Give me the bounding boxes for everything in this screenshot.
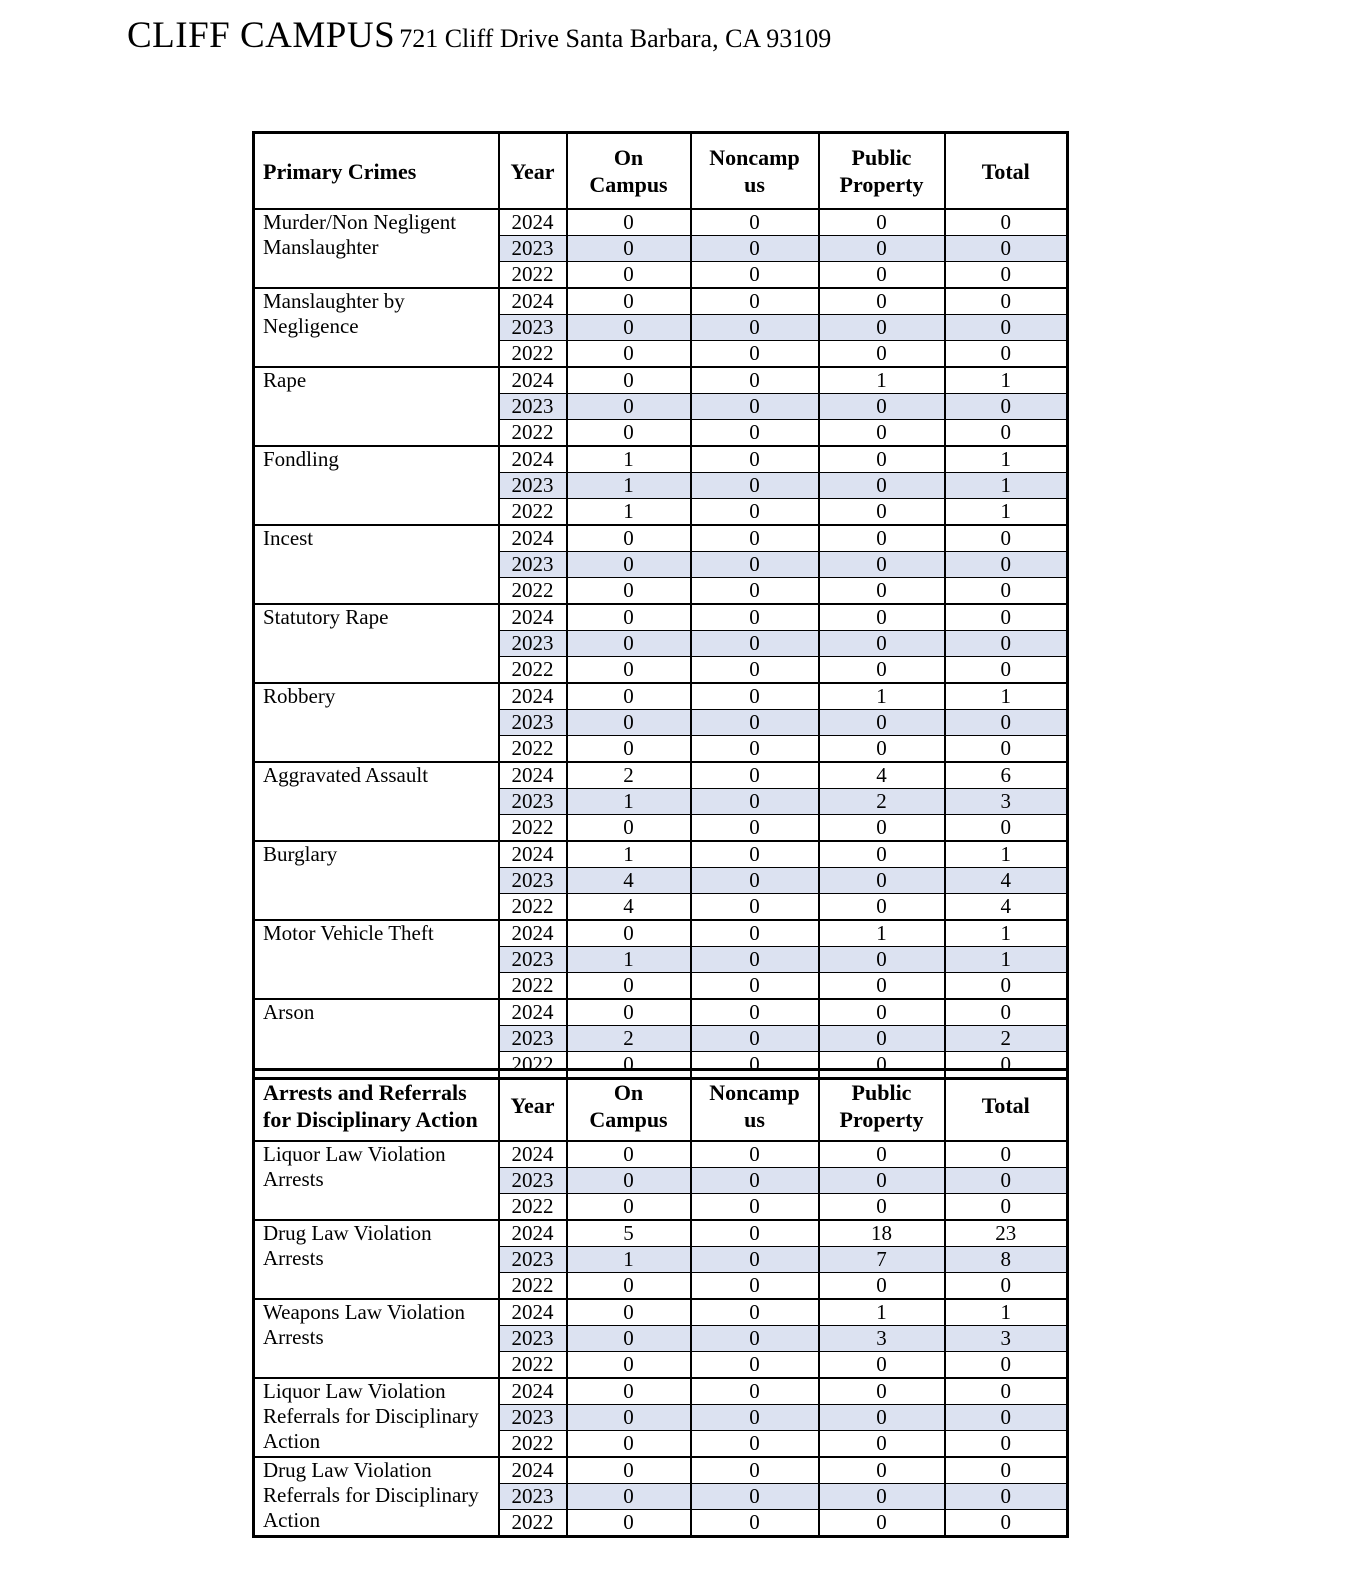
table-row xyxy=(254,1457,1068,1484)
value-cell: 0 xyxy=(819,894,945,921)
value-cell: 0 xyxy=(691,841,819,868)
year-cell: 2023 xyxy=(499,947,567,973)
table-row xyxy=(254,920,1068,947)
value-cell: 23 xyxy=(945,1220,1068,1247)
table-row xyxy=(254,1378,1068,1405)
year-cell: 2023 xyxy=(499,473,567,499)
value-cell: 0 xyxy=(691,499,819,526)
category-cell: Liquor Law Violation Referrals for Disciplinary Action xyxy=(254,1378,499,1457)
value-cell: 0 xyxy=(819,315,945,341)
value-cell: 0 xyxy=(691,1378,819,1405)
table-row xyxy=(254,525,1068,552)
value-cell: 1 xyxy=(945,683,1068,710)
value-cell: 0 xyxy=(691,1299,819,1326)
value-cell: 0 xyxy=(691,1026,819,1052)
value-cell: 0 xyxy=(567,1273,691,1300)
value-cell: 0 xyxy=(819,631,945,657)
value-cell: 0 xyxy=(945,1484,1068,1510)
value-cell: 0 xyxy=(691,604,819,631)
year-cell: 2022 xyxy=(499,1510,567,1537)
value-cell: 0 xyxy=(567,1052,691,1079)
value-cell: 0 xyxy=(945,1141,1068,1168)
value-cell: 1 xyxy=(819,920,945,947)
value-cell: 0 xyxy=(945,973,1068,1000)
value-cell: 0 xyxy=(567,578,691,605)
year-cell: 2023 xyxy=(499,1168,567,1194)
value-cell: 0 xyxy=(945,999,1068,1026)
value-cell: 1 xyxy=(945,1299,1068,1326)
year-cell: 2022 xyxy=(499,894,567,921)
year-cell: 2024 xyxy=(499,1457,567,1484)
page-title xyxy=(127,14,831,57)
value-cell: 0 xyxy=(945,236,1068,262)
value-cell: 6 xyxy=(945,762,1068,789)
value-cell: 2 xyxy=(567,762,691,789)
value-cell: 0 xyxy=(567,1378,691,1405)
value-cell: 0 xyxy=(945,1431,1068,1458)
value-cell: 0 xyxy=(819,973,945,1000)
value-cell: 1 xyxy=(567,947,691,973)
value-cell: 3 xyxy=(945,789,1068,815)
value-cell: 0 xyxy=(567,288,691,315)
value-cell: 0 xyxy=(567,315,691,341)
year-cell: 2022 xyxy=(499,1352,567,1379)
value-cell: 0 xyxy=(819,1484,945,1510)
category-cell: Arson xyxy=(254,999,499,1079)
category-cell: Burglary xyxy=(254,841,499,920)
value-cell: 0 xyxy=(819,657,945,684)
year-cell: 2022 xyxy=(499,736,567,763)
year-cell: 2023 xyxy=(499,1247,567,1273)
value-cell: 1 xyxy=(945,920,1068,947)
value-cell: 0 xyxy=(567,1168,691,1194)
value-cell: 0 xyxy=(819,578,945,605)
value-cell: 0 xyxy=(945,1352,1068,1379)
value-cell: 0 xyxy=(945,736,1068,763)
year-cell: 2024 xyxy=(499,604,567,631)
value-cell: 0 xyxy=(945,657,1068,684)
value-cell: 0 xyxy=(691,1168,819,1194)
value-cell: 0 xyxy=(691,1457,819,1484)
year-cell: 2022 xyxy=(499,578,567,605)
value-cell: 4 xyxy=(945,894,1068,921)
value-cell: 0 xyxy=(945,631,1068,657)
year-cell: 2023 xyxy=(499,789,567,815)
value-cell: 1 xyxy=(567,1247,691,1273)
year-cell: 2023 xyxy=(499,710,567,736)
year-cell: 2024 xyxy=(499,1299,567,1326)
arrests-referrals-table-container xyxy=(252,1068,1066,1538)
campus-address: 721 Cliff Drive Santa Barbara, CA 93109 xyxy=(399,24,832,53)
value-cell: 0 xyxy=(691,999,819,1026)
year-cell: 2023 xyxy=(499,631,567,657)
value-cell: 0 xyxy=(691,657,819,684)
value-cell: 0 xyxy=(691,315,819,341)
value-cell: 1 xyxy=(567,473,691,499)
category-cell: Motor Vehicle Theft xyxy=(254,920,499,999)
value-cell: 0 xyxy=(691,552,819,578)
column-header: Public Property xyxy=(819,133,945,210)
header-row xyxy=(254,133,1068,210)
year-cell: 2024 xyxy=(499,367,567,394)
category-cell: Statutory Rape xyxy=(254,604,499,683)
table-row xyxy=(254,367,1068,394)
value-cell: 0 xyxy=(819,1168,945,1194)
value-cell: 1 xyxy=(945,841,1068,868)
category-cell: Fondling xyxy=(254,446,499,525)
value-cell: 0 xyxy=(567,1141,691,1168)
value-cell: 0 xyxy=(567,1457,691,1484)
table-row xyxy=(254,1299,1068,1326)
year-cell: 2024 xyxy=(499,841,567,868)
value-cell: 0 xyxy=(567,973,691,1000)
value-cell: 0 xyxy=(819,446,945,473)
value-cell: 0 xyxy=(945,1510,1068,1537)
year-cell: 2024 xyxy=(499,446,567,473)
value-cell: 0 xyxy=(945,315,1068,341)
value-cell: 0 xyxy=(691,736,819,763)
value-cell: 0 xyxy=(945,525,1068,552)
value-cell: 0 xyxy=(567,657,691,684)
value-cell: 0 xyxy=(945,552,1068,578)
value-cell: 0 xyxy=(691,868,819,894)
column-header: On Campus xyxy=(567,133,691,210)
value-cell: 0 xyxy=(819,868,945,894)
table-row xyxy=(254,1141,1068,1168)
year-cell: 2023 xyxy=(499,1405,567,1431)
value-cell: 0 xyxy=(567,341,691,368)
value-cell: 0 xyxy=(691,209,819,236)
value-cell: 0 xyxy=(691,262,819,289)
value-cell: 0 xyxy=(945,710,1068,736)
value-cell: 2 xyxy=(567,1026,691,1052)
table-row xyxy=(254,446,1068,473)
value-cell: 0 xyxy=(567,1431,691,1458)
category-cell: Aggravated Assault xyxy=(254,762,499,841)
value-cell: 0 xyxy=(819,394,945,420)
table-row xyxy=(254,762,1068,789)
year-cell: 2023 xyxy=(499,236,567,262)
column-header: Public Property xyxy=(819,1070,945,1142)
value-cell: 0 xyxy=(691,473,819,499)
category-cell: Murder/Non Negligent Manslaughter xyxy=(254,209,499,288)
category-cell: Weapons Law Violation Arrests xyxy=(254,1299,499,1378)
value-cell: 0 xyxy=(691,710,819,736)
category-cell: Robbery xyxy=(254,683,499,762)
table-row xyxy=(254,604,1068,631)
value-cell: 0 xyxy=(819,1457,945,1484)
value-cell: 4 xyxy=(567,868,691,894)
year-cell: 2024 xyxy=(499,920,567,947)
value-cell: 0 xyxy=(819,1431,945,1458)
value-cell: 0 xyxy=(691,1326,819,1352)
value-cell: 1 xyxy=(567,789,691,815)
value-cell: 0 xyxy=(819,1405,945,1431)
value-cell: 0 xyxy=(819,1194,945,1221)
value-cell: 0 xyxy=(945,394,1068,420)
column-header: Noncampus xyxy=(691,133,819,210)
corner-header: Arrests and Referrals for Disciplinary Action xyxy=(254,1070,499,1142)
value-cell: 0 xyxy=(819,1510,945,1537)
corner-header: Primary Crimes xyxy=(254,133,499,210)
campus-name: CLIFF CAMPUS xyxy=(127,15,396,56)
value-cell: 0 xyxy=(819,525,945,552)
year-cell: 2023 xyxy=(499,1484,567,1510)
value-cell: 0 xyxy=(819,999,945,1026)
column-header: Total xyxy=(945,133,1068,210)
value-cell: 4 xyxy=(819,762,945,789)
value-cell: 18 xyxy=(819,1220,945,1247)
value-cell: 0 xyxy=(819,841,945,868)
table-row xyxy=(254,288,1068,315)
year-cell: 2022 xyxy=(499,1052,567,1079)
value-cell: 0 xyxy=(567,525,691,552)
year-cell: 2024 xyxy=(499,1141,567,1168)
value-cell: 0 xyxy=(567,999,691,1026)
value-cell: 0 xyxy=(567,920,691,947)
category-cell: Liquor Law Violation Arrests xyxy=(254,1141,499,1220)
value-cell: 0 xyxy=(945,1273,1068,1300)
value-cell: 7 xyxy=(819,1247,945,1273)
value-cell: 0 xyxy=(945,262,1068,289)
value-cell: 2 xyxy=(819,789,945,815)
value-cell: 0 xyxy=(567,736,691,763)
category-cell: Incest xyxy=(254,525,499,604)
value-cell: 0 xyxy=(819,947,945,973)
year-cell: 2024 xyxy=(499,525,567,552)
value-cell: 0 xyxy=(691,631,819,657)
value-cell: 0 xyxy=(691,394,819,420)
arrests-referrals-table xyxy=(252,1068,1069,1538)
table-row xyxy=(254,683,1068,710)
year-cell: 2024 xyxy=(499,762,567,789)
year-cell: 2024 xyxy=(499,209,567,236)
year-cell: 2023 xyxy=(499,1326,567,1352)
value-cell: 0 xyxy=(691,1484,819,1510)
category-cell: Manslaughter by Negligence xyxy=(254,288,499,367)
year-cell: 2023 xyxy=(499,315,567,341)
value-cell: 2 xyxy=(945,1026,1068,1052)
value-cell: 0 xyxy=(819,815,945,842)
year-cell: 2024 xyxy=(499,999,567,1026)
value-cell: 0 xyxy=(819,1273,945,1300)
value-cell: 0 xyxy=(691,815,819,842)
value-cell: 0 xyxy=(691,789,819,815)
value-cell: 0 xyxy=(945,1168,1068,1194)
year-cell: 2022 xyxy=(499,1431,567,1458)
value-cell: 0 xyxy=(819,420,945,447)
value-cell: 0 xyxy=(567,710,691,736)
category-cell: Drug Law Violation Referrals for Disciplinary Action xyxy=(254,1457,499,1537)
value-cell: 0 xyxy=(691,1247,819,1273)
value-cell: 0 xyxy=(819,604,945,631)
value-cell: 0 xyxy=(691,288,819,315)
value-cell: 1 xyxy=(945,367,1068,394)
value-cell: 0 xyxy=(567,815,691,842)
value-cell: 0 xyxy=(945,341,1068,368)
value-cell: 0 xyxy=(945,578,1068,605)
value-cell: 0 xyxy=(691,1194,819,1221)
value-cell: 0 xyxy=(691,1510,819,1537)
value-cell: 0 xyxy=(691,973,819,1000)
value-cell: 1 xyxy=(567,841,691,868)
value-cell: 1 xyxy=(819,367,945,394)
value-cell: 5 xyxy=(567,1220,691,1247)
value-cell: 0 xyxy=(691,1052,819,1079)
value-cell: 0 xyxy=(819,552,945,578)
year-cell: 2024 xyxy=(499,1220,567,1247)
year-cell: 2022 xyxy=(499,499,567,526)
table-row xyxy=(254,999,1068,1026)
value-cell: 0 xyxy=(819,499,945,526)
category-cell: Drug Law Violation Arrests xyxy=(254,1220,499,1299)
value-cell: 0 xyxy=(945,1457,1068,1484)
column-header: Total xyxy=(945,1070,1068,1142)
value-cell: 0 xyxy=(567,236,691,262)
value-cell: 0 xyxy=(819,1352,945,1379)
value-cell: 1 xyxy=(819,683,945,710)
value-cell: 0 xyxy=(819,209,945,236)
value-cell: 1 xyxy=(945,947,1068,973)
value-cell: 0 xyxy=(567,1326,691,1352)
value-cell: 0 xyxy=(945,288,1068,315)
value-cell: 0 xyxy=(819,710,945,736)
value-cell: 3 xyxy=(945,1326,1068,1352)
value-cell: 0 xyxy=(691,1405,819,1431)
header-row xyxy=(254,1070,1068,1142)
value-cell: 0 xyxy=(945,420,1068,447)
value-cell: 0 xyxy=(691,446,819,473)
value-cell: 0 xyxy=(567,1510,691,1537)
value-cell: 0 xyxy=(691,578,819,605)
year-cell: 2023 xyxy=(499,868,567,894)
table-row xyxy=(254,209,1068,236)
value-cell: 0 xyxy=(567,683,691,710)
primary-crimes-table-container xyxy=(252,131,1066,1080)
value-cell: 0 xyxy=(691,762,819,789)
value-cell: 0 xyxy=(819,1052,945,1079)
value-cell: 0 xyxy=(691,341,819,368)
value-cell: 0 xyxy=(819,262,945,289)
value-cell: 0 xyxy=(567,209,691,236)
year-cell: 2023 xyxy=(499,1026,567,1052)
value-cell: 0 xyxy=(945,1194,1068,1221)
value-cell: 0 xyxy=(945,604,1068,631)
value-cell: 0 xyxy=(567,604,691,631)
value-cell: 8 xyxy=(945,1247,1068,1273)
value-cell: 1 xyxy=(945,473,1068,499)
value-cell: 0 xyxy=(691,525,819,552)
value-cell: 1 xyxy=(819,1299,945,1326)
year-cell: 2024 xyxy=(499,288,567,315)
value-cell: 4 xyxy=(567,894,691,921)
value-cell: 0 xyxy=(819,1378,945,1405)
year-cell: 2024 xyxy=(499,683,567,710)
value-cell: 1 xyxy=(945,499,1068,526)
year-cell: 2022 xyxy=(499,1273,567,1300)
column-header: Year xyxy=(499,133,567,210)
value-cell: 3 xyxy=(819,1326,945,1352)
value-cell: 0 xyxy=(691,420,819,447)
table-row xyxy=(254,841,1068,868)
value-cell: 0 xyxy=(945,209,1068,236)
value-cell: 1 xyxy=(567,499,691,526)
year-cell: 2024 xyxy=(499,1378,567,1405)
value-cell: 0 xyxy=(819,736,945,763)
value-cell: 0 xyxy=(945,1378,1068,1405)
value-cell: 0 xyxy=(691,894,819,921)
year-cell: 2023 xyxy=(499,394,567,420)
year-cell: 2023 xyxy=(499,552,567,578)
value-cell: 0 xyxy=(567,631,691,657)
year-cell: 2022 xyxy=(499,341,567,368)
value-cell: 0 xyxy=(691,1273,819,1300)
value-cell: 0 xyxy=(567,420,691,447)
value-cell: 0 xyxy=(691,1141,819,1168)
year-cell: 2022 xyxy=(499,815,567,842)
primary-crimes-table xyxy=(252,131,1069,1080)
value-cell: 0 xyxy=(567,1352,691,1379)
column-header: On Campus xyxy=(567,1070,691,1142)
year-cell: 2022 xyxy=(499,657,567,684)
column-header: Year xyxy=(499,1070,567,1142)
value-cell: 0 xyxy=(691,1431,819,1458)
value-cell: 0 xyxy=(567,394,691,420)
table-row xyxy=(254,1220,1068,1247)
year-cell: 2022 xyxy=(499,420,567,447)
year-cell: 2022 xyxy=(499,262,567,289)
value-cell: 0 xyxy=(567,1484,691,1510)
value-cell: 0 xyxy=(567,552,691,578)
year-cell: 2022 xyxy=(499,973,567,1000)
value-cell: 0 xyxy=(567,262,691,289)
value-cell: 0 xyxy=(691,947,819,973)
value-cell: 4 xyxy=(945,868,1068,894)
column-header: Noncampus xyxy=(691,1070,819,1142)
value-cell: 0 xyxy=(567,1194,691,1221)
year-cell: 2022 xyxy=(499,1194,567,1221)
value-cell: 0 xyxy=(945,815,1068,842)
value-cell: 0 xyxy=(691,683,819,710)
value-cell: 0 xyxy=(945,1405,1068,1431)
value-cell: 0 xyxy=(691,1352,819,1379)
value-cell: 1 xyxy=(945,446,1068,473)
value-cell: 0 xyxy=(819,1026,945,1052)
value-cell: 1 xyxy=(567,446,691,473)
value-cell: 0 xyxy=(691,920,819,947)
value-cell: 0 xyxy=(691,1220,819,1247)
value-cell: 0 xyxy=(819,341,945,368)
value-cell: 0 xyxy=(819,1141,945,1168)
value-cell: 0 xyxy=(567,1299,691,1326)
value-cell: 0 xyxy=(567,367,691,394)
value-cell: 0 xyxy=(691,236,819,262)
value-cell: 0 xyxy=(567,1405,691,1431)
value-cell: 0 xyxy=(819,473,945,499)
value-cell: 0 xyxy=(819,288,945,315)
category-cell: Rape xyxy=(254,367,499,446)
value-cell: 0 xyxy=(691,367,819,394)
value-cell: 0 xyxy=(819,236,945,262)
value-cell: 0 xyxy=(945,1052,1068,1079)
